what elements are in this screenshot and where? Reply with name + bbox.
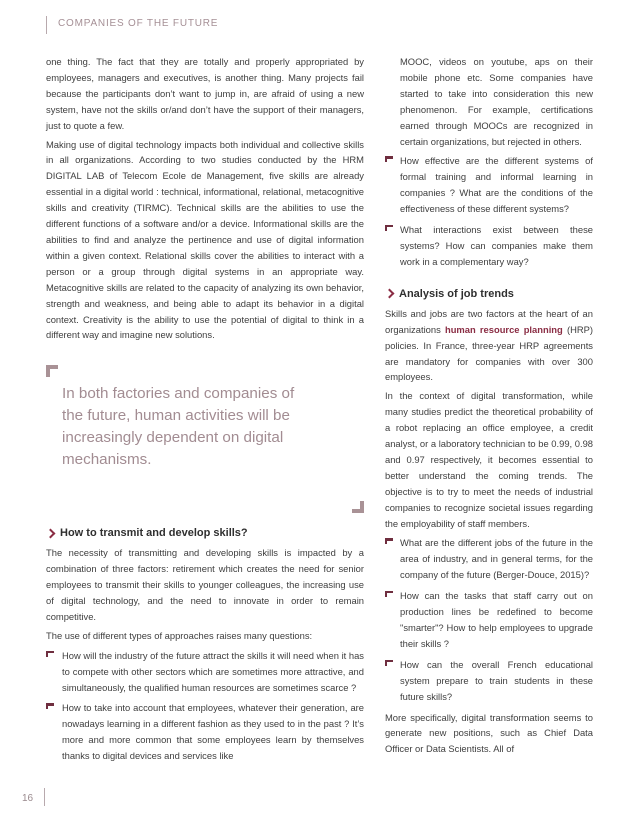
bracket-bullet-icon xyxy=(46,651,54,657)
section-heading xyxy=(46,525,364,541)
paragraph: The use of different types of approaches raises many questions: xyxy=(46,629,313,641)
paragraph: More specifically, digital transformation seems to generate new positions, such as Chief Data Officer or Data Scientists. All of xyxy=(385,711,593,755)
bracket-bullet-icon xyxy=(385,156,393,162)
highlighted-term: human resource planning xyxy=(444,323,563,335)
list-item: What interactions exist between these systems? How can companies make them work in a complementary way? xyxy=(385,222,593,270)
pull-quote xyxy=(46,365,364,513)
paragraph: one thing. The fact that they are totally and properly appropriated by employees, managers and executives, is another thing. Many projects fail because the participants don’t want to jump in, are afraid of using a new system, have not the skills or/and don’t have the support of their managers, just to quote a few. xyxy=(46,56,364,131)
paragraph: MOOC, videos on youtube, aps on their mobile phone etc. Some companies have started to take into consideration this new phenomenon. For example, certifications earned through MOOCs are recognized in certain organizations, but rejected in others. xyxy=(400,56,593,147)
paragraph: Making use of digital technology impacts both individual and collective skills in all organizations. According to two studies conducted by the HRM DIGITAL LAB of Telecom Ecole de Management, five skills are already essential in a digital world : technical, informational, relational, metacognitive skills and creativity (TIRMC). Technical skills are the abilities to use the different functions of a software and/or a device. Informational skills are the abilities to find and analyze the pertinence and use of digital information within a given context. Relational skills cover the abilities to interact with a person or a group through digital systems in an appropriate way. Metacognitive skills are related to the capacity of analyzing its own behavior, strength and weakness, and being able to adapt its behavior in a digital context. Creativity is the ability to use the potential of digital to think in a different way and imagine new solutions. xyxy=(46,138,364,341)
bracket-bullet-icon xyxy=(385,538,393,544)
section-heading-text: How to transmit and develop skills? xyxy=(60,527,248,540)
header-divider xyxy=(46,16,47,34)
quote-open-mark-icon xyxy=(46,365,58,377)
question-list xyxy=(385,153,593,269)
list-item: How effective are the different systems of formal training and informal learning in companies ? What are the conditions of the effectiveness of these different systems? xyxy=(385,153,593,217)
paragraph: In the context of digital transformation, while many studies predict the theoretical probability of a robot replacing an office employee, a credit analyst, or a laboratory technician to be 0.99, 0.98 and 0.97 respectively, it becomes essential to better understand the coming trends. The objective is to try to meet the needs of industrial companies to recognize societal issues regarding the employability of staff members. xyxy=(385,390,593,529)
bracket-bullet-icon xyxy=(385,225,393,231)
chevron-right-icon xyxy=(46,528,56,538)
paragraph: Skills and jobs are two factors at the heart of an organizations human resource planning (HRP) policies. In France, three-year HRP agreements are mandatory for companies with over 300 employees. xyxy=(385,307,593,383)
quote-close-mark-icon xyxy=(352,501,364,513)
left-column xyxy=(46,54,364,769)
bracket-bullet-icon xyxy=(46,703,54,709)
list-item: How can the overall French educational system prepare to train students in these future skills? xyxy=(385,657,593,705)
list-item: How to take into account that employees, whatever their generation, are nowadays learning in a different fashion as they used to in the past ? It’s more and more common that some employees learn by themselves thanks to digital devices and services like xyxy=(46,700,364,764)
chevron-right-icon xyxy=(385,289,395,299)
bracket-bullet-icon xyxy=(385,660,393,666)
footer-divider xyxy=(44,788,45,806)
header-title: COMPANIES OF THE FUTURE xyxy=(58,18,219,29)
list-item: How will the industry of the future attract the skills it will need when it has to compete with other sectors which are sometimes more attractive, and simultaneously, the qualified human resources are sometimes scarce ? xyxy=(46,648,364,696)
section-heading-text: Analysis of job trends xyxy=(399,287,514,300)
list-item: What are the different jobs of the future in the area of industry, and in general terms, for the company of the future (Berger-Douce, 2015)? xyxy=(385,535,593,583)
right-column xyxy=(385,54,593,760)
list-item: How can the tasks that staff carry out on production lines be redefined to become "smarter"? How to help employees to upgrade their skills ? xyxy=(385,588,593,652)
pull-quote-text: In both factories and companies of the future, human activities will be increasingly dependent on digital mechanisms. xyxy=(62,385,295,469)
question-list xyxy=(385,535,593,704)
bracket-bullet-icon xyxy=(385,591,393,597)
paragraph: The necessity of transmitting and developing skills is impacted by a combination of three factors: retirement which creates the need for senior employees to transmit their skills to younger colleagues, the increasing use of digital technology, and the need to innovate in order to remain competitive. xyxy=(46,547,364,622)
section-heading xyxy=(385,286,593,302)
page-number: 16 xyxy=(22,793,34,804)
question-list xyxy=(46,648,364,764)
